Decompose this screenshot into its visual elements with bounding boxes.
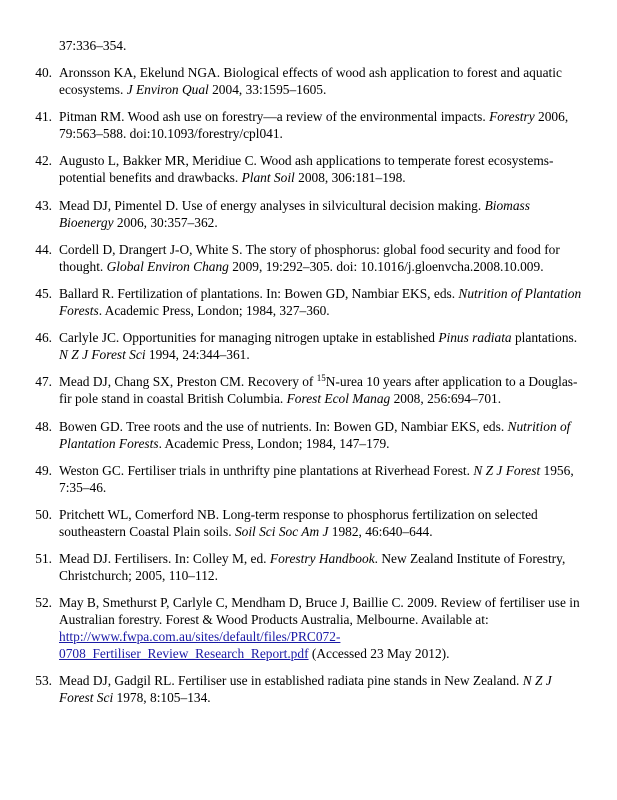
reference-text: Mead DJ, Gadgil RL. Fertiliser use in established radiata pine stands in New Zealand. bbox=[59, 673, 523, 689]
reference-number-text: 48. bbox=[35, 418, 52, 434]
reference-italic-title: Forestry Handbook bbox=[269, 551, 375, 567]
reference-list bbox=[0, 64, 617, 717]
reference-item bbox=[0, 550, 617, 584]
reference-text: 2008, 256:694–701. bbox=[390, 391, 502, 407]
reference-item bbox=[0, 672, 617, 706]
reference-number-text: 50. bbox=[35, 506, 52, 522]
reference-number bbox=[0, 64, 52, 81]
reference-text: Ballard R. Fertilization of plantations. In: Bowen GD, Nambiar EKS, eds. bbox=[59, 285, 459, 301]
reference-text: Mead DJ, Pimentel D. Use of energy analyses in silvicultural decision making. bbox=[59, 197, 485, 213]
reference-continuation: 37:336–354. bbox=[59, 38, 127, 53]
isotope-superscript: 15 bbox=[316, 373, 326, 384]
reference-italic-title: N Z J Forest Sci bbox=[59, 347, 146, 363]
reference-text: 2006, 30:357–362. bbox=[113, 214, 218, 230]
reference-text: May B, Smethurst P, Carlyle C, Mendham D, Bruce J, Baillie C. 2009. Review of fertiliser use in Australian forestry. Forest & Wood Products Australia, Melbourne. Available at: bbox=[59, 595, 580, 628]
reference-italic-title: Biomass Bioenergy bbox=[59, 197, 530, 230]
reference-text: 1978, 8:105–134. bbox=[113, 690, 211, 706]
reference-text: (Accessed 23 May 2012). bbox=[308, 646, 450, 662]
reference-italic-title: Global Environ Chang bbox=[106, 258, 229, 274]
reference-text: Pitman RM. Wood ash use on forestry—a review of the environmental impacts. bbox=[59, 109, 490, 125]
reference-number-text: 52. bbox=[35, 595, 52, 611]
reference-item bbox=[0, 373, 617, 407]
reference-item bbox=[0, 329, 617, 363]
reference-text: . Academic Press, London; 1984, 327–360. bbox=[98, 302, 330, 318]
reference-number bbox=[0, 329, 52, 346]
reference-item bbox=[0, 108, 617, 142]
reference-text: . Academic Press, London; 1984, 147–179. bbox=[158, 435, 390, 451]
reference-text: Mead DJ. Fertilisers. In: Colley M, ed. bbox=[59, 551, 270, 567]
reference-text: 2008, 306:181–198. bbox=[294, 170, 406, 186]
reference-text: Weston GC. Fertiliser trials in unthrifty pine plantations at Riverhead Forest. bbox=[59, 462, 474, 478]
reference-text: plantations. bbox=[511, 330, 578, 346]
reference-text: 1982, 46:640–644. bbox=[328, 523, 433, 539]
reference-text: Augusto L, Bakker MR, Meridiue C. Wood ash applications to temperate forest ecosystems-potential benefits and drawbacks. bbox=[59, 153, 554, 186]
reference-italic-title: J Environ Qual bbox=[126, 82, 209, 97]
reference-italic-title: Nutrition of Plantation Forests bbox=[59, 418, 571, 451]
reference-number-text: 47. bbox=[35, 374, 52, 390]
reference-number bbox=[0, 506, 52, 523]
reference-number-text: 42. bbox=[35, 153, 52, 169]
reference-number-text: 45. bbox=[35, 285, 52, 301]
reference-number-text: 43. bbox=[35, 197, 52, 213]
reference-number-text: 40. bbox=[35, 65, 52, 80]
reference-text: 2006, 79:563–588. doi:10.1093/forestry/cpl041. bbox=[59, 109, 569, 142]
reference-url-link[interactable]: http://www.fwpa.com.au/sites/default/files/PRC072-0708_Fertiliser_Review_Research_Report.pdf bbox=[59, 629, 341, 662]
reference-number-text: 53. bbox=[35, 673, 52, 689]
reference-item bbox=[0, 418, 617, 452]
reference-italic-title: N Z J Forest bbox=[473, 462, 541, 478]
reference-number bbox=[0, 594, 52, 611]
reference-number bbox=[0, 285, 52, 302]
reference-item bbox=[0, 64, 617, 98]
reference-text: Mead DJ, Chang SX, Preston CM. Recovery of bbox=[59, 374, 317, 390]
reference-number-text: 49. bbox=[35, 462, 52, 478]
reference-number-text: 46. bbox=[35, 330, 52, 346]
reference-item bbox=[0, 462, 617, 496]
reference-item bbox=[0, 241, 617, 275]
reference-number-text: 44. bbox=[35, 241, 52, 257]
reference-number-text: 41. bbox=[35, 109, 52, 125]
reference-text: 2004, 33:1595–1605. bbox=[208, 82, 327, 97]
reference-italic-title: Pinus radiata bbox=[438, 330, 512, 346]
reference-number bbox=[0, 462, 52, 479]
reference-italic-title: Plant Soil bbox=[241, 170, 295, 186]
reference-number bbox=[0, 152, 52, 169]
reference-text: . New Zealand Institute of Forestry, Christchurch; 2005, 110–112. bbox=[59, 551, 566, 584]
reference-italic-title: Forest Ecol Manag bbox=[286, 391, 391, 407]
reference-item bbox=[0, 152, 617, 186]
reference-text: Cordell D, Drangert J-O, White S. The story of phosphorus: global food security and food for thought. bbox=[59, 241, 560, 274]
reference-item bbox=[0, 285, 617, 319]
reference-item bbox=[0, 594, 617, 662]
reference-number bbox=[0, 418, 52, 435]
reference-number bbox=[0, 373, 52, 390]
reference-text: 1956, 7:35–46. bbox=[59, 462, 574, 495]
reference-text: Bowen GD. Tree roots and the use of nutrients. In: Bowen GD, Nambiar EKS, eds. bbox=[59, 418, 508, 434]
reference-item bbox=[0, 197, 617, 231]
reference-italic-title: Forestry bbox=[489, 109, 535, 125]
reference-italic-title: Nutrition of Plantation Forests bbox=[59, 285, 582, 318]
reference-text: Carlyle JC. Opportunities for managing nitrogen uptake in established bbox=[59, 330, 439, 346]
reference-text: N-urea 10 years after application to a Douglas-fir pole stand in coastal British Columbia. bbox=[59, 374, 578, 407]
reference-text: Aronsson KA, Ekelund NGA. Biological effects of wood ash application to forest and aquatic ecosystems. bbox=[59, 65, 562, 97]
reference-number bbox=[0, 197, 52, 214]
reference-item bbox=[0, 506, 617, 540]
reference-number bbox=[0, 672, 52, 689]
reference-number bbox=[0, 550, 52, 567]
reference-italic-title: Soil Sci Soc Am J bbox=[234, 523, 329, 539]
reference-text: 2009, 19:292–305. doi: 10.1016/j.gloenvcha.2008.10.009. bbox=[228, 258, 544, 274]
reference-text: 1994, 24:344–361. bbox=[145, 347, 250, 363]
reference-number-text: 51. bbox=[35, 551, 52, 567]
reference-italic-title: N Z J Forest Sci bbox=[59, 673, 552, 706]
reference-number bbox=[0, 108, 52, 125]
reference-number bbox=[0, 241, 52, 258]
reference-text: Pritchett WL, Comerford NB. Long-term response to phosphorus fertilization on selected southeastern Coastal Plain soils. bbox=[59, 506, 538, 539]
